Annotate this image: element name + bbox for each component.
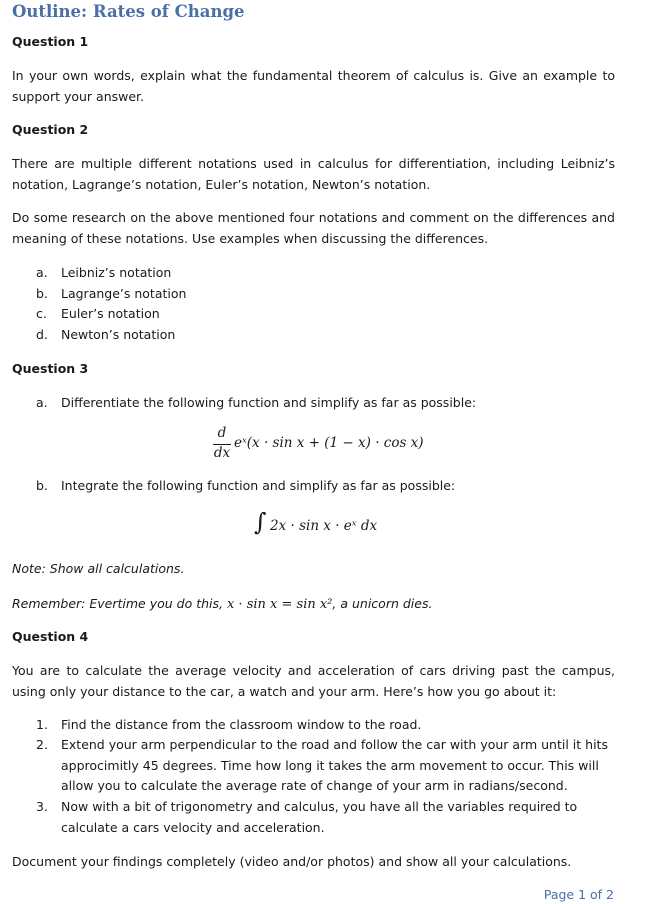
derivative-numerator: d [217, 425, 227, 441]
list-marker: c. [36, 306, 47, 321]
remember-math: x · sin x = sin x² [226, 597, 333, 612]
remember-prefix: Remember: Evertime you do this, [12, 596, 227, 611]
question-1-text: In your own words, explain what the fundamental theorem of calculus is. Give an example to support your answer. [12, 68, 615, 104]
list-marker: 3. [36, 799, 48, 814]
remember-suffix: , a unicorn dies. [332, 596, 433, 611]
list-text: Leibniz’s notation [61, 265, 172, 280]
question-1-heading: Question 1 [12, 34, 89, 49]
integral-expression-text: 2x · sin x · eˣ dx [270, 518, 378, 534]
list-text: Integrate the following function and simplify as far as possible: [61, 478, 456, 493]
list-text: Now with a bit of trigonometry and calculus, you have all the variables required to calculate a cars velocity and acceleration. [61, 799, 578, 835]
question-3-heading: Question 3 [12, 361, 89, 376]
page-number: Page 1 of 2 [543, 887, 614, 902]
list-text: Newton’s notation [61, 327, 176, 342]
note-text: Note: Show all calculations. [12, 561, 185, 576]
list-text: Find the distance from the classroom window to the road. [61, 717, 422, 732]
list-marker: a. [36, 265, 48, 280]
list-marker: 1. [36, 717, 48, 732]
integral-sign: ∫ [254, 508, 267, 536]
derivative-denominator: dx [213, 445, 231, 461]
list-marker: 2. [36, 737, 48, 752]
integral-expression [270, 518, 377, 534]
list-marker: d. [36, 327, 48, 342]
list-text: Differentiate the following function and simplify as far as possible: [61, 395, 477, 410]
question-2-text-1: There are multiple different notations used in calculus for differentiation, including Leibniz’s notation, Lagrange’s notation, Euler’s notation, Newton’s notation. [12, 156, 615, 192]
page-title: Outline: Rates of Change [12, 2, 245, 21]
list-marker: b. [36, 478, 48, 493]
question-4-closing: Document your findings completely (video and/or photos) and show all your calculations. [12, 854, 572, 869]
derivative-expression [234, 435, 424, 451]
derivative-expression-text: eˣ(x · sin x + (1 − x) · cos x) [234, 435, 424, 451]
list-text: Lagrange’s notation [61, 286, 187, 301]
list-text: Extend your arm perpendicular to the road and follow the car with your arm until it hits approcimitly 45 degrees. Time how long it takes the arm movement to occur. This will allow you to calculate the average rate of change of your arm in radians/second. [61, 737, 608, 793]
remember-text [12, 593, 615, 615]
question-2-text-2: Do some research on the above mentioned four notations and comment on the differences and meaning of these notations. Use examples when discussing the differences. [12, 210, 615, 246]
list-marker: b. [36, 286, 48, 301]
list-text: Euler’s notation [61, 306, 160, 321]
question-4-intro: You are to calculate the average velocity and acceleration of cars driving past the campus, using only your distance to the car, a watch and your arm. Here’s how you go about it: [12, 663, 615, 699]
question-2-heading: Question 2 [12, 122, 89, 137]
list-marker: a. [36, 395, 48, 410]
question-4-heading: Question 4 [12, 629, 89, 644]
